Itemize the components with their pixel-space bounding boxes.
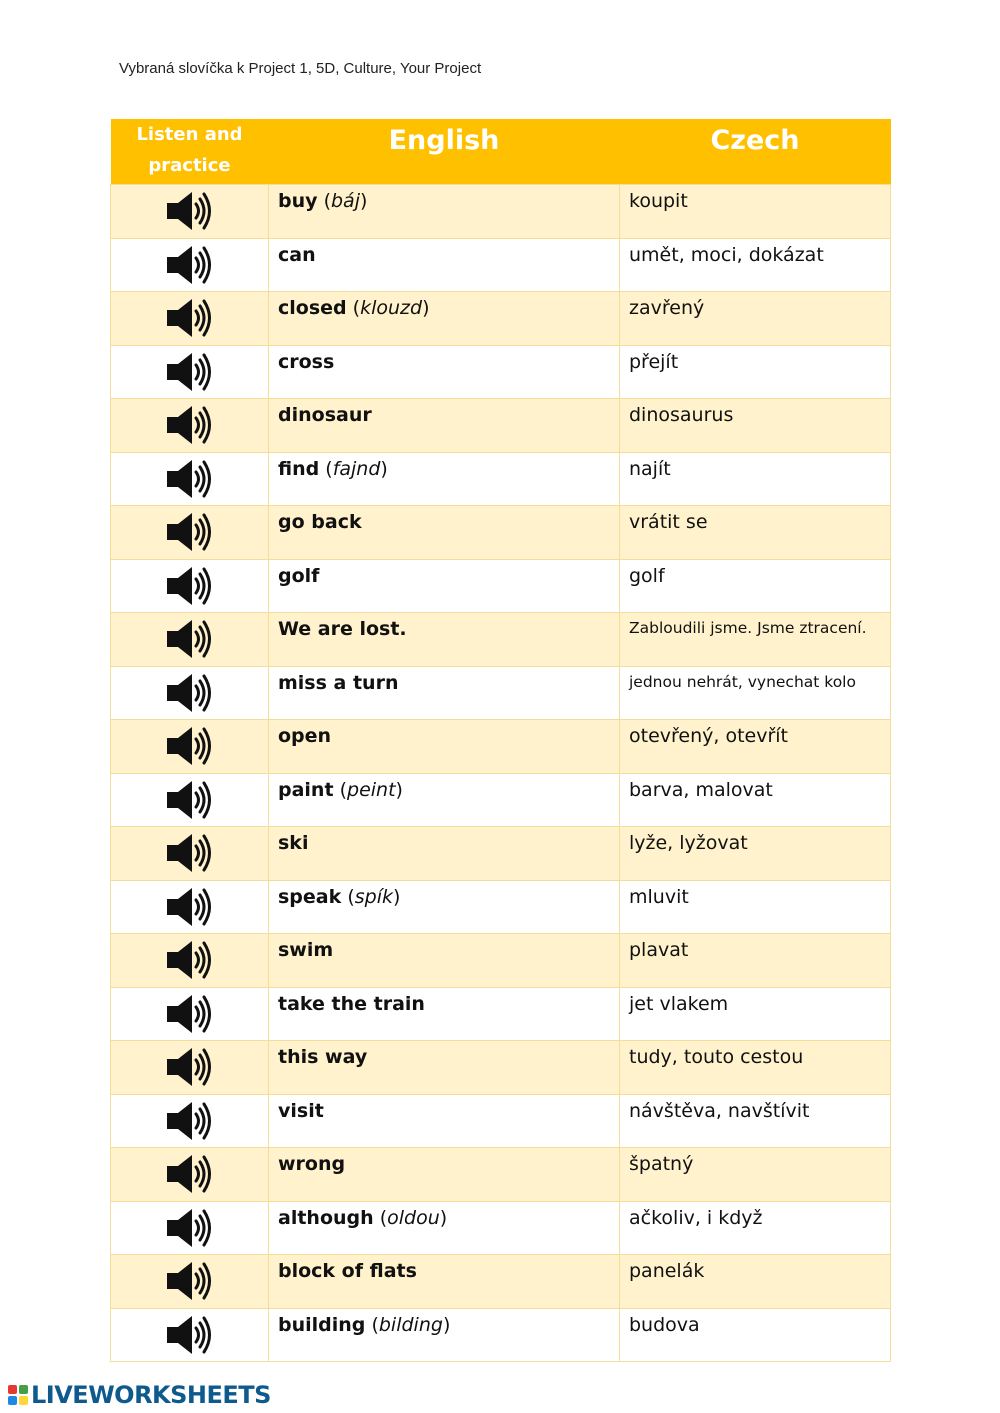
table-row — [111, 934, 891, 988]
listen-cell — [111, 559, 269, 613]
table-row — [111, 238, 891, 292]
speaker-icon[interactable] — [165, 457, 215, 501]
english-word-cell — [269, 345, 620, 399]
czech-translation: barva, malovat — [620, 773, 891, 827]
czech-translation: umět, moci, dokázat — [620, 238, 891, 292]
pronunciation: peint — [347, 778, 396, 801]
english-word-cell — [269, 987, 620, 1041]
table-row — [111, 880, 891, 934]
table-row — [111, 720, 891, 774]
english-word-cell — [269, 1094, 620, 1148]
english-word-cell — [269, 613, 620, 667]
listen-cell — [111, 185, 269, 239]
table-row — [111, 666, 891, 720]
english-word: golf — [278, 564, 320, 587]
english-word: find — [278, 457, 320, 480]
listen-cell — [111, 773, 269, 827]
listen-cell — [111, 399, 269, 453]
speaker-icon[interactable] — [165, 510, 215, 554]
listen-cell — [111, 292, 269, 346]
table-row — [111, 773, 891, 827]
listen-cell — [111, 613, 269, 667]
pronunciation-open-paren: ( — [352, 297, 361, 319]
english-word-cell — [269, 1201, 620, 1255]
speaker-icon[interactable] — [165, 243, 215, 287]
czech-translation: budova — [620, 1308, 891, 1362]
liveworksheets-logo — [8, 1381, 271, 1409]
english-word: cross — [278, 350, 335, 373]
pronunciation: spík — [354, 885, 393, 908]
english-word-cell — [269, 880, 620, 934]
table-row — [111, 345, 891, 399]
english-word: We are lost. — [278, 618, 407, 640]
english-word: can — [278, 243, 316, 266]
czech-translation: Zabloudili jsme. Jsme ztracení. — [620, 613, 891, 667]
speaker-icon[interactable] — [165, 938, 215, 982]
speaker-icon[interactable] — [165, 1045, 215, 1089]
speaker-icon[interactable] — [165, 885, 215, 929]
english-word: block of flats — [278, 1260, 417, 1282]
czech-translation: dinosaurus — [620, 399, 891, 453]
english-word-cell — [269, 1308, 620, 1362]
czech-translation: najít — [620, 452, 891, 506]
english-word-cell — [269, 559, 620, 613]
table-row — [111, 1201, 891, 1255]
pronunciation: klouzd — [360, 297, 423, 319]
pronunciation-open-paren: ( — [347, 885, 355, 908]
english-word: speak — [278, 885, 342, 908]
logo-square — [8, 1385, 17, 1394]
column-header-listen — [111, 119, 269, 185]
page-subtitle: Vybraná slovíčka k Project 1, 5D, Culture, Your Project — [119, 60, 482, 77]
vocabulary-table — [110, 119, 891, 1362]
listen-cell — [111, 345, 269, 399]
english-word: closed — [278, 297, 347, 319]
listen-cell — [111, 666, 269, 720]
czech-translation: plavat — [620, 934, 891, 988]
czech-translation: mluvit — [620, 880, 891, 934]
logo-square — [8, 1396, 17, 1405]
listen-cell — [111, 827, 269, 881]
speaker-icon[interactable] — [165, 403, 215, 447]
pronunciation-close-paren: ) — [395, 778, 403, 801]
speaker-icon[interactable] — [165, 992, 215, 1036]
logo-square — [19, 1396, 28, 1405]
english-word: this way — [278, 1046, 368, 1068]
column-header-listen-line2: practice — [148, 155, 231, 176]
pronunciation-close-paren: ) — [439, 1206, 448, 1229]
english-word-cell — [269, 452, 620, 506]
table-row — [111, 1094, 891, 1148]
table-row — [111, 399, 891, 453]
speaker-icon[interactable] — [165, 296, 215, 340]
english-word: building — [278, 1313, 366, 1336]
listen-cell — [111, 1094, 269, 1148]
english-word: take the train — [278, 992, 425, 1015]
logo-square — [19, 1385, 28, 1394]
pronunciation-open-paren: ( — [323, 190, 331, 212]
column-header-listen-line1: Listen and — [136, 124, 243, 145]
listen-cell — [111, 1148, 269, 1202]
czech-translation: přejít — [620, 345, 891, 399]
table-row — [111, 987, 891, 1041]
table-row — [111, 559, 891, 613]
speaker-icon[interactable] — [165, 350, 215, 394]
listen-cell — [111, 238, 269, 292]
english-word-cell — [269, 1148, 620, 1202]
column-header-czech: Czech — [620, 119, 891, 185]
logo-text: LIVEWORKSHEETS — [31, 1381, 271, 1409]
table-row — [111, 506, 891, 560]
speaker-icon[interactable] — [165, 831, 215, 875]
pronunciation-close-paren: ) — [422, 297, 430, 319]
pronunciation: fajnd — [332, 457, 381, 480]
listen-cell — [111, 880, 269, 934]
pronunciation-close-paren: ) — [442, 1313, 451, 1336]
english-word-cell — [269, 1255, 620, 1309]
english-word-cell — [269, 506, 620, 560]
czech-translation: panelák — [620, 1255, 891, 1309]
speaker-icon[interactable] — [165, 1259, 215, 1303]
english-word-cell — [269, 934, 620, 988]
czech-translation: špatný — [620, 1148, 891, 1202]
table-row — [111, 452, 891, 506]
speaker-icon[interactable] — [165, 671, 215, 715]
pronunciation-open-paren: ( — [371, 1313, 379, 1336]
speaker-icon[interactable] — [165, 617, 215, 661]
speaker-icon[interactable] — [165, 724, 215, 768]
vocabulary-body — [111, 185, 891, 1362]
czech-translation: koupit — [620, 185, 891, 239]
table-header-row — [111, 119, 891, 185]
speaker-icon[interactable] — [165, 778, 215, 822]
pronunciation-open-paren: ( — [325, 457, 333, 480]
listen-cell — [111, 1255, 269, 1309]
czech-translation: návštěva, navštívit — [620, 1094, 891, 1148]
pronunciation-close-paren: ) — [380, 457, 388, 480]
english-word-cell — [269, 827, 620, 881]
czech-translation: jednou nehrát, vynechat kolo — [620, 666, 891, 720]
pronunciation: bilding — [378, 1313, 443, 1336]
table-row — [111, 1041, 891, 1095]
english-word-cell — [269, 238, 620, 292]
czech-translation: ačkoliv, i když — [620, 1201, 891, 1255]
pronunciation-close-paren: ) — [359, 190, 368, 212]
listen-cell — [111, 506, 269, 560]
czech-translation: vrátit se — [620, 506, 891, 560]
liveworksheets-logo-icon — [8, 1385, 28, 1405]
table-row — [111, 1255, 891, 1309]
czech-translation: jet vlakem — [620, 987, 891, 1041]
listen-cell — [111, 987, 269, 1041]
table-row — [111, 292, 891, 346]
english-word: go back — [278, 511, 362, 533]
english-word-cell — [269, 185, 620, 239]
pronunciation-close-paren: ) — [392, 885, 401, 908]
english-word-cell — [269, 666, 620, 720]
english-word-cell — [269, 1041, 620, 1095]
english-word: buy — [278, 190, 318, 212]
english-word: visit — [278, 1099, 324, 1122]
table-row — [111, 613, 891, 667]
english-word-cell — [269, 292, 620, 346]
english-word: ski — [278, 832, 309, 854]
english-word: open — [278, 725, 332, 747]
speaker-icon[interactable] — [165, 1206, 215, 1250]
table-row — [111, 1148, 891, 1202]
english-word: miss a turn — [278, 671, 399, 694]
speaker-icon[interactable] — [165, 1313, 215, 1357]
listen-cell — [111, 1201, 269, 1255]
english-word: although — [278, 1206, 374, 1229]
listen-cell — [111, 934, 269, 988]
english-word: paint — [278, 778, 334, 801]
table-row — [111, 185, 891, 239]
pronunciation: báj — [330, 190, 360, 212]
table-row — [111, 827, 891, 881]
english-word: wrong — [278, 1153, 346, 1175]
column-header-english: English — [269, 119, 620, 185]
listen-cell — [111, 1041, 269, 1095]
speaker-icon[interactable] — [165, 1099, 215, 1143]
czech-translation: otevřený, otevřít — [620, 720, 891, 774]
pronunciation: oldou — [387, 1206, 440, 1229]
english-word-cell — [269, 399, 620, 453]
english-word-cell — [269, 720, 620, 774]
listen-cell — [111, 452, 269, 506]
pronunciation-open-paren: ( — [379, 1206, 388, 1229]
czech-translation: tudy, touto cestou — [620, 1041, 891, 1095]
speaker-icon[interactable] — [165, 189, 215, 233]
pronunciation-open-paren: ( — [339, 778, 348, 801]
english-word: swim — [278, 939, 334, 961]
czech-translation: zavřený — [620, 292, 891, 346]
speaker-icon[interactable] — [165, 1152, 215, 1196]
speaker-icon[interactable] — [165, 564, 215, 608]
listen-cell — [111, 1308, 269, 1362]
czech-translation: lyže, lyžovat — [620, 827, 891, 881]
listen-cell — [111, 720, 269, 774]
english-word: dinosaur — [278, 404, 372, 426]
english-word-cell — [269, 773, 620, 827]
table-row — [111, 1308, 891, 1362]
czech-translation: golf — [620, 559, 891, 613]
